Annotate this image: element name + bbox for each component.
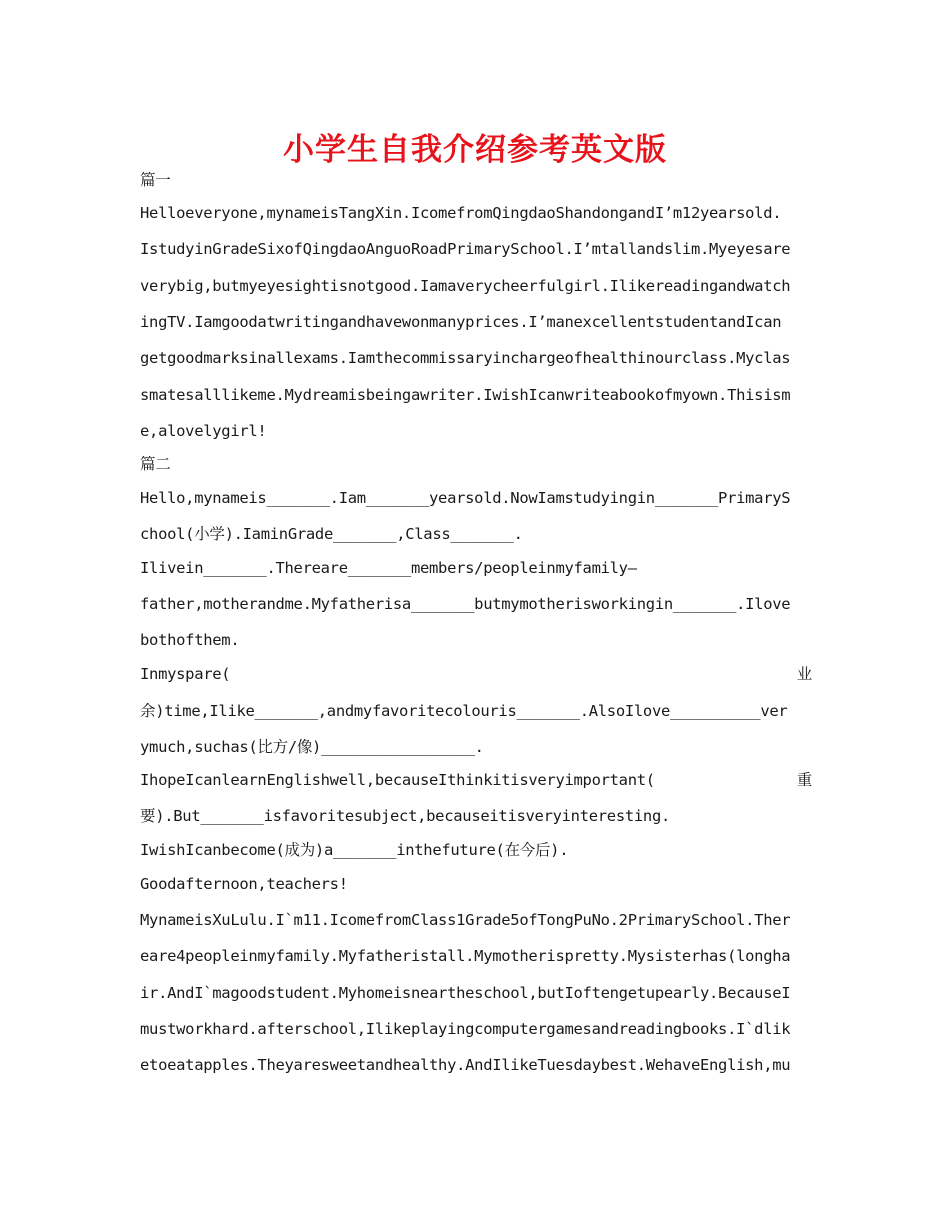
text-line-right: 业 <box>796 665 812 683</box>
text-line: MynameisXuLulu.I`m11.IcomefromClass1Grade5ofTongPuNo.2PrimarySchool.Ther <box>140 911 791 929</box>
text-line-right: 重 <box>796 771 812 789</box>
text-line: smatesalllikeme.Mydreamisbeingawriter.IwishIcanwriteabookofmyown.Thisism <box>140 386 791 404</box>
text-line: verybig,butmyeyesightisnotgood.Iamaverycheerfulgirl.Ilikereadingandwatch <box>140 277 791 295</box>
text-line: 要).But_______isfavoritesubject,becauseitisveryinteresting. <box>140 807 671 825</box>
text-line: eare4peopleinmyfamily.Myfatheristall.Mymotherispretty.Mysisterhas(longha <box>140 947 791 965</box>
text-line: Goodafternoon,teachers! <box>140 875 348 893</box>
text-line: chool(小学).IaminGrade_______,Class_______. <box>140 525 523 543</box>
text-line: 余)time,Ilike_______,andmyfavoritecolouris_______.AlsoIlove__________ver <box>140 702 788 720</box>
text-line-justified <box>140 770 812 790</box>
text-line: father,motherandme.Myfatherisa_______butmymotherisworkingin_______.Ilove <box>140 595 791 613</box>
text-line: ymuch,suchas(比方/像)_________________. <box>140 738 484 756</box>
text-line-left: Inmyspare( <box>140 665 231 683</box>
text-line: getgoodmarksinallexams.Iamthecommissaryinchargeofhealthinourclass.Myclas <box>140 349 791 367</box>
text-line: ingTV.Iamgoodatwritingandhavewonmanyprices.I’manexcellentstudentandIcan <box>140 313 782 331</box>
text-line: mustworkhard.afterschool,Ilikeplayingcomputergamesandreadingbooks.I`dlik <box>140 1020 791 1038</box>
text-line: ir.AndI`magoodstudent.Myhomeisneartheschool,butIoftengetupearly.BecauseI <box>140 984 791 1002</box>
text-line: bothofthem. <box>140 631 240 649</box>
text-line: etoeatapples.Theyaresweetandhealthy.AndIlikeTuesdaybest.WehaveEnglish,mu <box>140 1056 791 1074</box>
text-line: Ilivein_______.Thereare_______members/peopleinmyfamily— <box>140 559 637 577</box>
text-line: Hello,mynameis_______.Iam_______yearsold.NowIamstudyingin_______PrimaryS <box>140 489 791 507</box>
text-line: IwishIcanbecome(成为)a_______inthefuture(在今后). <box>140 841 569 859</box>
text-line: e,alovelygirl! <box>140 422 267 440</box>
text-line-left: IhopeIcanlearnEnglishwell,becauseIthinkitisveryimportant( <box>140 771 655 789</box>
section-heading-1: 篇一 <box>140 171 171 189</box>
section-heading-2: 篇二 <box>140 455 171 473</box>
text-line: Helloeveryone,mynameisTangXin.IcomefromQingdaoShandongandI’m12yearsold. <box>140 204 782 222</box>
document-title: 小学生自我介绍参考英文版 <box>283 132 667 168</box>
text-line-justified <box>140 664 812 684</box>
text-line: IstudyinGradeSixofQingdaoAnguoRoadPrimarySchool.I’mtallandslim.Myeyesare <box>140 240 791 258</box>
